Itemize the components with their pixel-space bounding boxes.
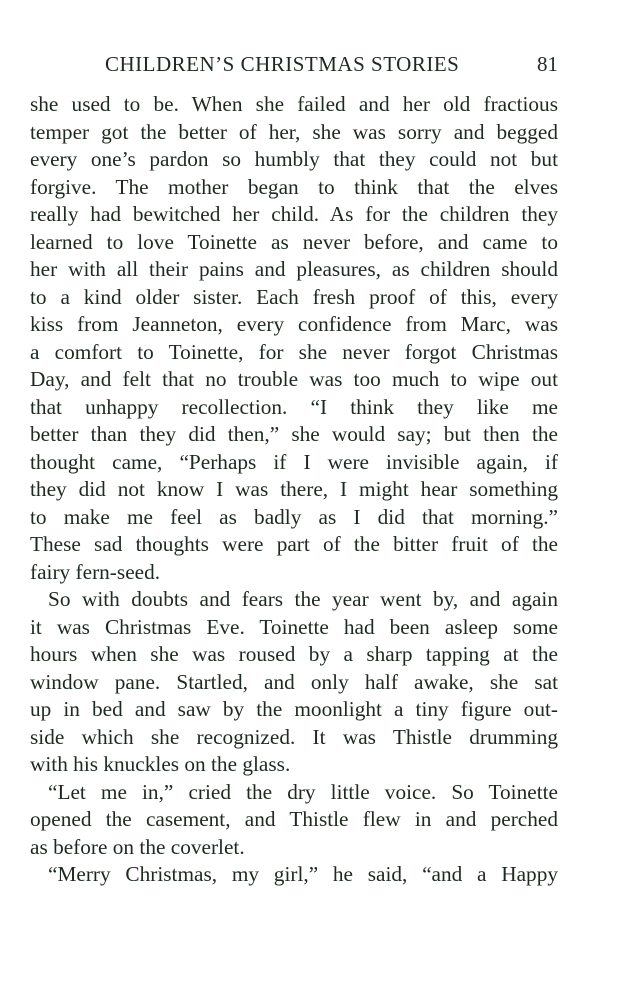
text-line: they did not know I was there, I might hear something: [30, 477, 558, 501]
text-line: every one’s pardon so humbly that they could not but: [30, 147, 558, 171]
text-line: fairy fern-seed.: [30, 559, 161, 584]
text-line: up in bed and saw by the moonlight a tiny figure out-: [30, 697, 558, 721]
text-line: “Let me in,” cried the dry little voice. So Toinette: [48, 779, 558, 804]
text-line: side which she recognized. It was Thistle drumming: [30, 724, 558, 749]
text-line: thought came, “Perhaps if I were invisible again, if: [30, 449, 558, 474]
text-line: her with all their pains and pleasures, as children should: [30, 257, 558, 281]
text-line: forgive. The mother began to think that the elves: [30, 174, 558, 199]
text-line: really had bewitched her child. As for the children they: [30, 202, 558, 226]
text-line: with his knuckles on the glass.: [30, 752, 291, 776]
body-text: [30, 91, 558, 889]
text-line: kiss from Jeanneton, every confidence from Marc, was: [30, 312, 558, 336]
running-head: [30, 52, 560, 82]
text-line: These sad thoughts were part of the bitter fruit of the: [30, 532, 558, 556]
page-number: 81: [537, 52, 558, 76]
text-line: So with doubts and fears the year went by, and again: [48, 587, 558, 611]
text-line: better than they did then,” she would say; but then the: [30, 422, 558, 446]
text-line: that unhappy recollection. “I think they like me: [30, 394, 558, 419]
running-title: CHILDREN’S CHRISTMAS STORIES: [105, 52, 460, 76]
text-line: as before on the coverlet.: [30, 834, 245, 859]
text-line: she used to be. When she failed and her old fractious: [30, 92, 558, 116]
text-line: to make me feel as badly as I did that morning.”: [30, 504, 558, 529]
text-line: a comfort to Toinette, for she never forgot Christmas: [30, 339, 558, 364]
text-line: to a kind older sister. Each fresh proof of this, every: [30, 284, 558, 309]
text-line: “Merry Christmas, my girl,” he said, “and a Happy: [48, 862, 558, 886]
text-line: temper got the better of her, she was sorry and begged: [30, 119, 558, 144]
text-line: learned to love Toinette as never before, and came to: [30, 229, 558, 254]
text-line: window pane. Startled, and only half awake, she sat: [30, 669, 558, 694]
text-line: it was Christmas Eve. Toinette had been asleep some: [30, 614, 558, 639]
text-line: hours when she was roused by a sharp tapping at the: [30, 642, 558, 666]
text-line: opened the casement, and Thistle flew in and perched: [30, 807, 558, 831]
text-line: Day, and felt that no trouble was too much to wipe out: [30, 367, 558, 391]
